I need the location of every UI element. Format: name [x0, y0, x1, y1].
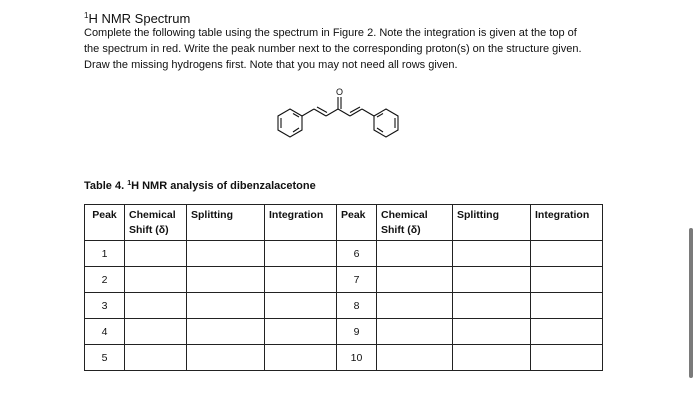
- chemical-shift-cell[interactable]: [377, 241, 453, 267]
- integration-cell[interactable]: [265, 345, 337, 371]
- integration-cell[interactable]: [531, 267, 603, 293]
- integration-cell[interactable]: [265, 241, 337, 267]
- header-chemical-left: Chemical: [129, 209, 176, 221]
- instructions-line-1: Complete the following table using the spectrum in Figure 2. Note the integration is given at the top of: [84, 27, 577, 39]
- peak-cell: 7: [337, 267, 377, 293]
- chemical-shift-cell[interactable]: [125, 319, 187, 345]
- peak-cell: 5: [85, 345, 125, 371]
- splitting-cell[interactable]: [453, 241, 531, 267]
- table-header-row: [85, 205, 603, 241]
- header-shift-right: Shift (δ): [381, 224, 421, 236]
- peak-cell: 1: [85, 241, 125, 267]
- table-row: [85, 241, 603, 267]
- heading-text: H NMR Spectrum: [88, 11, 191, 26]
- header-splitting-left: Splitting: [187, 205, 265, 241]
- header-integration-left: Integration: [265, 205, 337, 241]
- header-splitting-right: Splitting: [453, 205, 531, 241]
- caption-text: H NMR analysis of dibenzalacetone: [131, 180, 316, 192]
- splitting-cell[interactable]: [187, 241, 265, 267]
- table-row: [85, 267, 603, 293]
- integration-cell[interactable]: [265, 293, 337, 319]
- chemical-shift-cell[interactable]: [377, 319, 453, 345]
- nmr-analysis-table: [84, 204, 603, 371]
- table-row: [85, 319, 603, 345]
- chemical-shift-cell[interactable]: [125, 241, 187, 267]
- splitting-cell[interactable]: [187, 293, 265, 319]
- chemical-shift-cell[interactable]: [377, 293, 453, 319]
- splitting-cell[interactable]: [453, 319, 531, 345]
- instructions: [84, 25, 644, 73]
- integration-cell[interactable]: [531, 241, 603, 267]
- splitting-cell[interactable]: [453, 345, 531, 371]
- splitting-cell[interactable]: [187, 267, 265, 293]
- table-row: [85, 345, 603, 371]
- header-chemical-shift-right: [377, 205, 453, 241]
- caption-prefix: Table 4.: [84, 180, 128, 192]
- oxygen-label: O: [335, 87, 344, 97]
- splitting-cell[interactable]: [453, 267, 531, 293]
- peak-cell: 9: [337, 319, 377, 345]
- caption-superscript: 1: [127, 180, 132, 187]
- header-chemical-right: Chemical: [381, 209, 428, 221]
- left-benzene-ring: [278, 109, 302, 137]
- instructions-line-2: the spectrum in red. Write the peak number next to the corresponding proton(s) on the structure given.: [84, 43, 582, 55]
- header-peak-left: Peak: [85, 205, 125, 241]
- header-shift-left: Shift (δ): [129, 224, 169, 236]
- instructions-line-3: Draw the missing hydrogens first. Note that you may not need all rows given.: [84, 59, 458, 71]
- peak-cell: 2: [85, 267, 125, 293]
- chemical-shift-cell[interactable]: [125, 267, 187, 293]
- header-integration-right: Integration: [531, 205, 603, 241]
- integration-cell[interactable]: [531, 345, 603, 371]
- splitting-cell[interactable]: [187, 319, 265, 345]
- peak-cell: 10: [337, 345, 377, 371]
- dibenzalacetone-structure: [274, 86, 424, 142]
- chemical-shift-cell[interactable]: [125, 345, 187, 371]
- chemical-shift-cell[interactable]: [377, 345, 453, 371]
- peak-cell: 4: [85, 319, 125, 345]
- splitting-cell[interactable]: [187, 345, 265, 371]
- integration-cell[interactable]: [265, 267, 337, 293]
- vertical-scrollbar[interactable]: [689, 228, 693, 378]
- peak-cell: 6: [337, 241, 377, 267]
- integration-cell[interactable]: [265, 319, 337, 345]
- peak-cell: 8: [337, 293, 377, 319]
- table-row: [85, 293, 603, 319]
- chemical-shift-cell[interactable]: [377, 267, 453, 293]
- heading-superscript: 1: [84, 11, 89, 20]
- splitting-cell[interactable]: [453, 293, 531, 319]
- peak-cell: 3: [85, 293, 125, 319]
- right-benzene-ring: [374, 109, 398, 137]
- integration-cell[interactable]: [531, 319, 603, 345]
- header-chemical-shift-left: [125, 205, 187, 241]
- chemical-shift-cell[interactable]: [125, 293, 187, 319]
- header-peak-right: Peak: [337, 205, 377, 241]
- table-caption: [84, 180, 316, 192]
- integration-cell[interactable]: [531, 293, 603, 319]
